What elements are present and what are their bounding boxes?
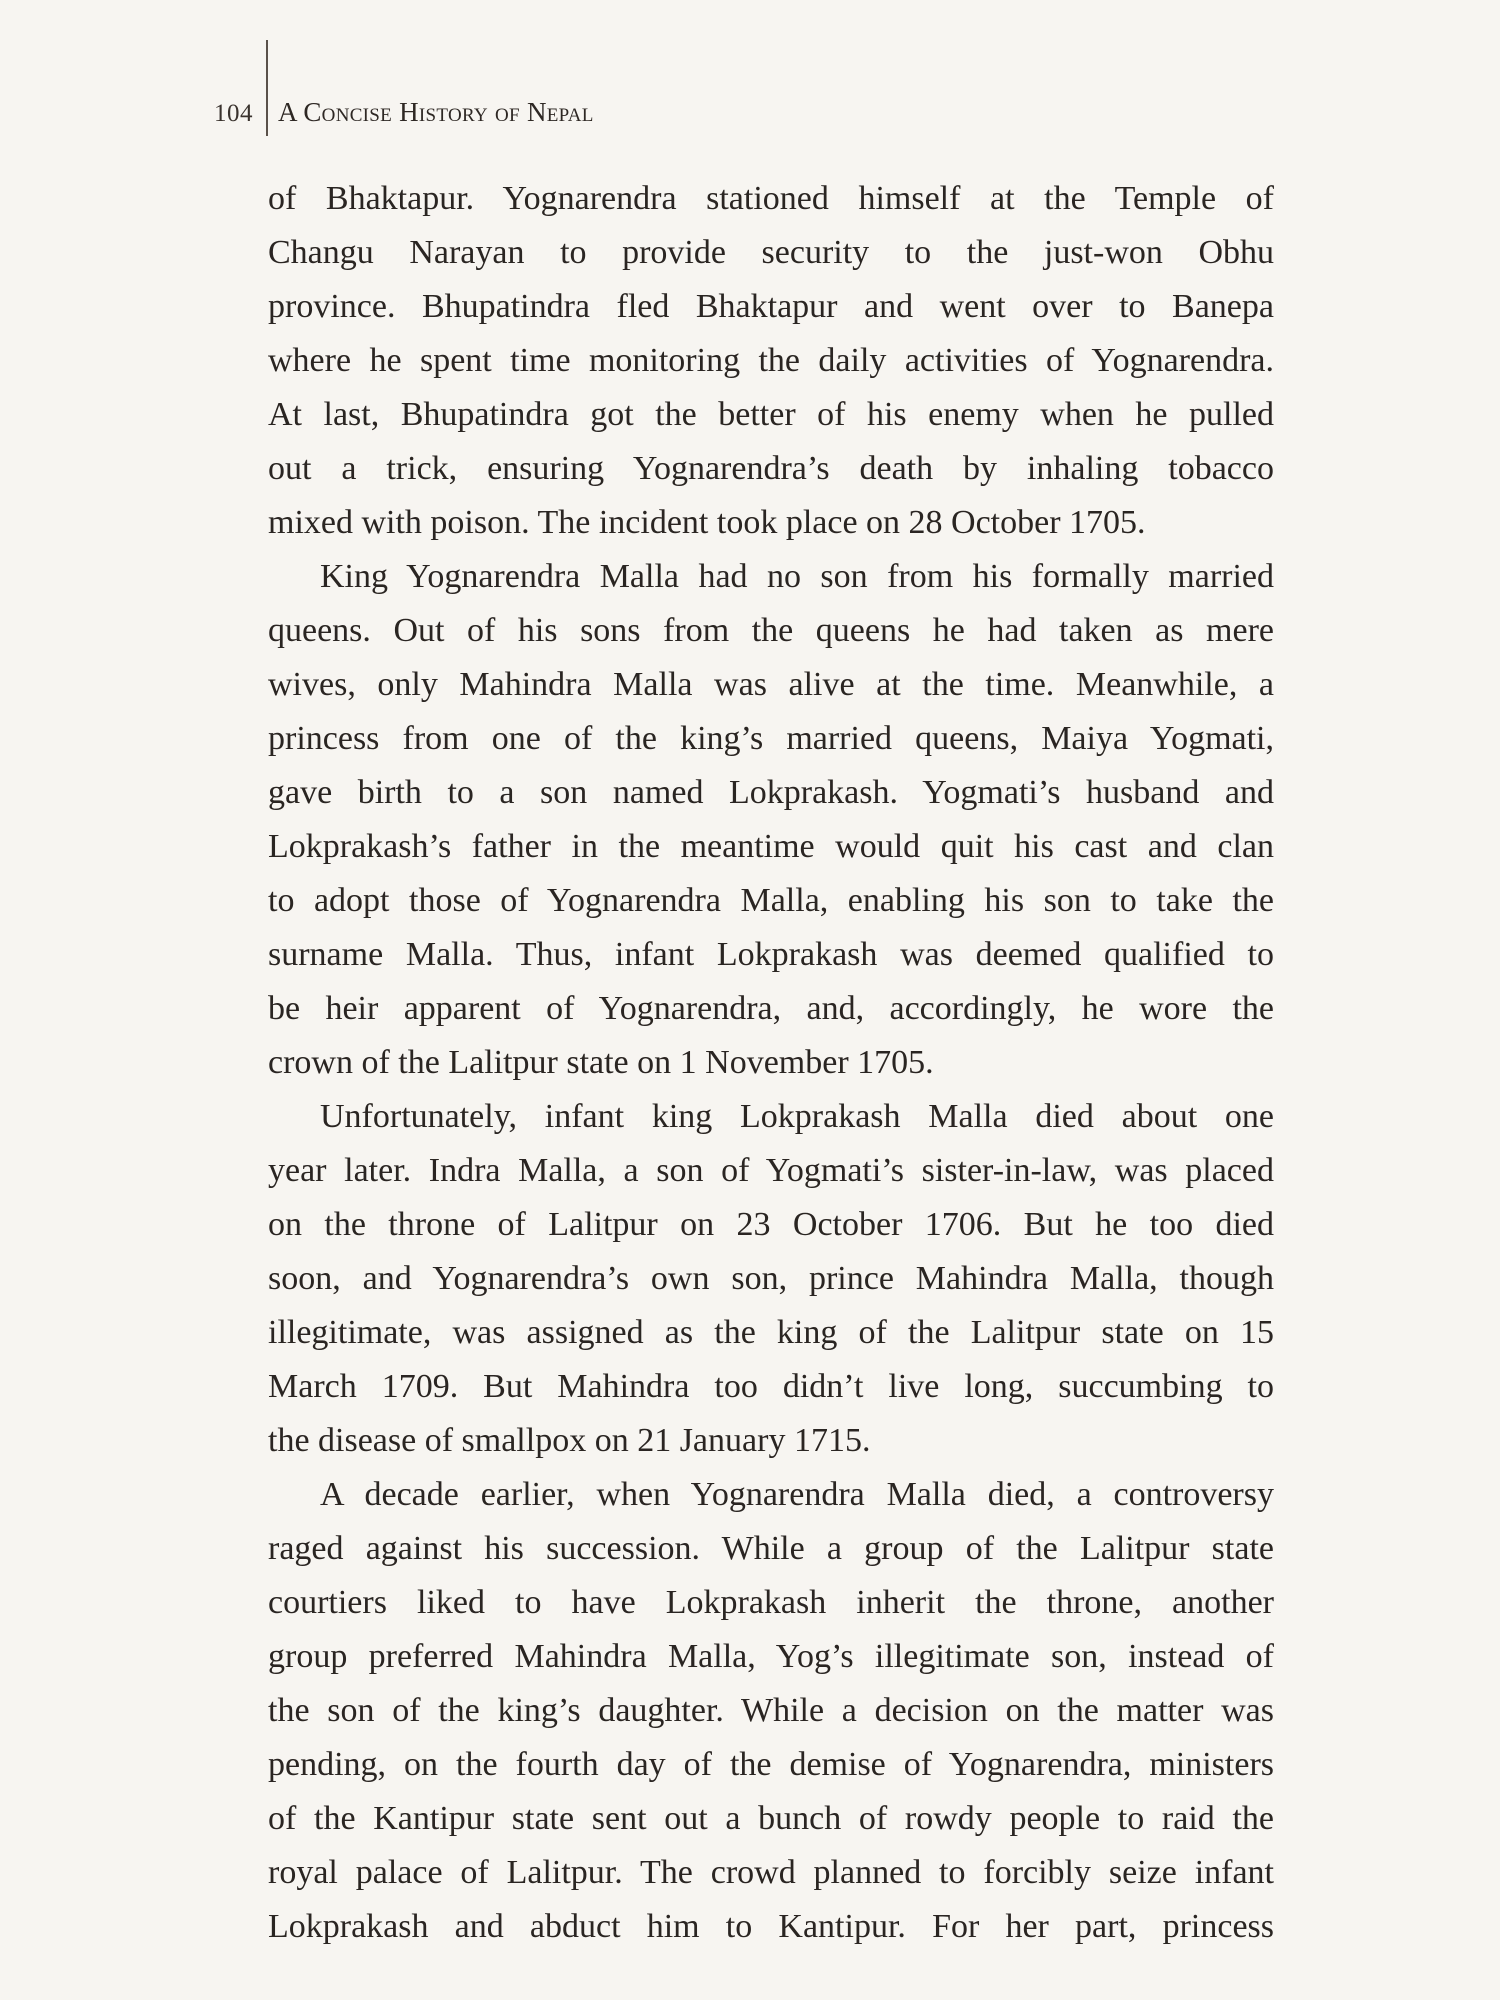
text-line: March 1709. But Mahindra too didn’t live long, succumbing to [268,1368,1274,1405]
text-line: raged against his succession. While a group of the Lalitpur state [268,1530,1274,1567]
text-line: courtiers liked to have Lokprakash inherit the throne, another [268,1584,1274,1621]
body-text [268,172,1274,1954]
text-line: mixed with poison. The incident took place on 28 October 1705. [268,504,1146,541]
text-line: pending, on the fourth day of the demise of Yognarendra, ministers [268,1746,1274,1783]
text-line: province. Bhupatindra fled Bhaktapur and went over to Banepa [268,288,1274,325]
text-line: on the throne of Lalitpur on 23 October 1706. But he too died [268,1206,1274,1243]
text-line: soon, and Yognarendra’s own son, prince Mahindra Malla, though [268,1260,1274,1297]
text-line: where he spent time monitoring the daily activities of Yognarendra. [268,342,1274,379]
paragraph-first-line: King Yognarendra Malla had no son from his formally married [320,558,1274,595]
text-line: princess from one of the king’s married queens, Maiya Yogmati, [268,720,1274,757]
text-line: the son of the king’s daughter. While a decision on the matter was [268,1692,1274,1729]
text-line: of Bhaktapur. Yognarendra stationed himself at the Temple of [268,180,1274,217]
text-line: illegitimate, was assigned as the king of the Lalitpur state on 15 [268,1314,1274,1351]
text-line: Changu Narayan to provide security to the just-won Obhu [268,234,1274,271]
text-line: be heir apparent of Yognarendra, and, accordingly, he wore the [268,990,1274,1027]
text-line: year later. Indra Malla, a son of Yogmati’s sister-in-law, was placed [268,1152,1274,1189]
text-line: the disease of smallpox on 21 January 1715. [268,1422,871,1459]
text-line: queens. Out of his sons from the queens he had taken as mere [268,612,1274,649]
text-line: gave birth to a son named Lokprakash. Yogmati’s husband and [268,774,1274,811]
running-header [214,97,594,133]
text-line: of the Kantipur state sent out a bunch of rowdy people to raid the [268,1800,1274,1837]
text-line: to adopt those of Yognarendra Malla, enabling his son to take the [268,882,1274,919]
running-title: A Concise History of Nepal [278,97,594,127]
text-line: Lokprakash’s father in the meantime would quit his cast and clan [268,828,1274,865]
text-line: wives, only Mahindra Malla was alive at the time. Meanwhile, a [268,666,1274,703]
text-line: group preferred Mahindra Malla, Yog’s illegitimate son, instead of [268,1638,1274,1675]
page-number: 104 [214,100,253,127]
text-line: surname Malla. Thus, infant Lokprakash was deemed qualified to [268,936,1274,973]
paragraph-first-line: Unfortunately, infant king Lokprakash Malla died about one [320,1098,1274,1135]
text-line: At last, Bhupatindra got the better of his enemy when he pulled [268,396,1274,433]
text-line: out a trick, ensuring Yognarendra’s death by inhaling tobacco [268,450,1274,487]
text-line: crown of the Lalitpur state on 1 November 1705. [268,1044,934,1081]
text-line: royal palace of Lalitpur. The crowd planned to forcibly seize infant [268,1854,1274,1891]
paragraph-first-line: A decade earlier, when Yognarendra Malla died, a controversy [320,1476,1274,1513]
text-line: Lokprakash and abduct him to Kantipur. For her part, princess [268,1908,1274,1945]
